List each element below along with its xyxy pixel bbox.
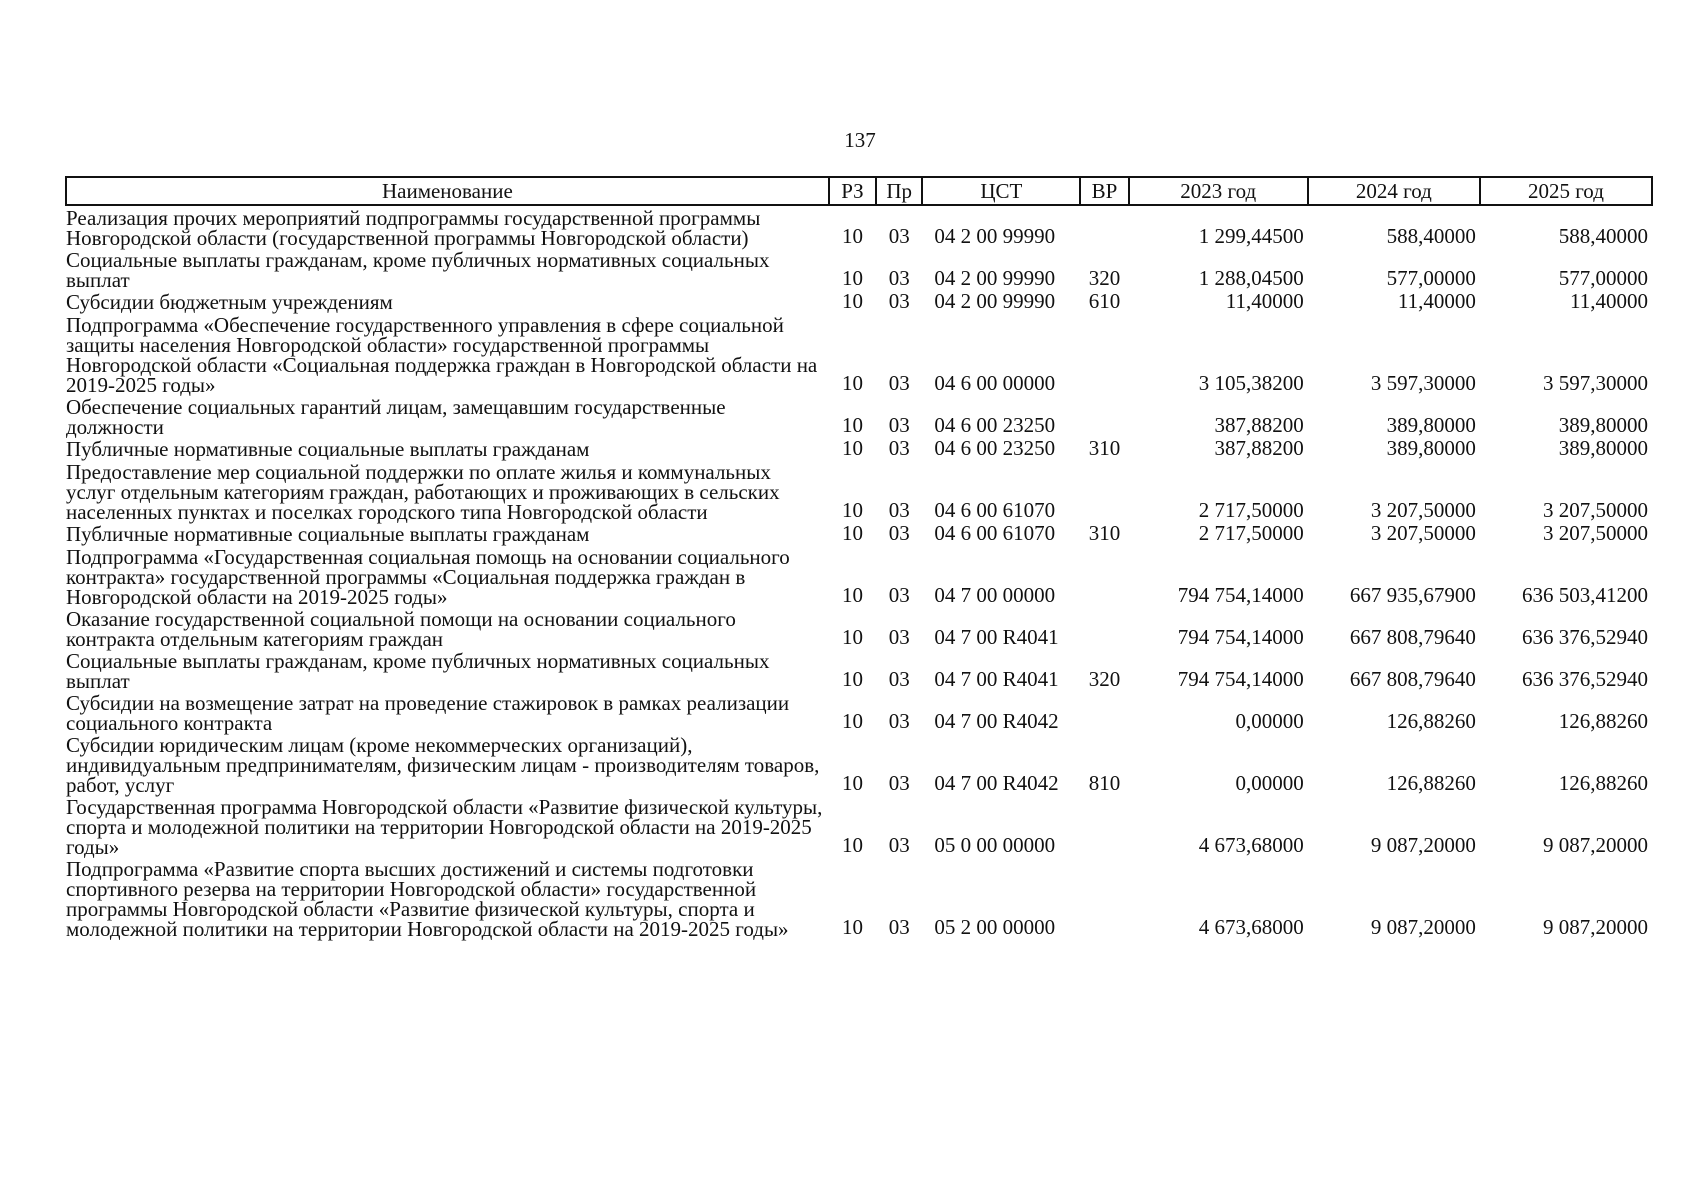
cell-2023: 4 673,68000 xyxy=(1198,915,1304,939)
cell-vr: 610 xyxy=(1088,289,1121,313)
cell-vr xyxy=(1080,607,1128,649)
cell-2025: 389,80000 xyxy=(1558,413,1648,437)
cell-2024: 9 087,20000 xyxy=(1370,915,1476,939)
cell-rz: 10 xyxy=(841,498,863,522)
cell-2024: 389,80000 xyxy=(1386,436,1476,460)
table-row xyxy=(66,313,1652,395)
cell-pr: 03 xyxy=(888,833,910,857)
cell-cst: 04 2 00 99990 xyxy=(934,289,1056,313)
cell-pr: 03 xyxy=(888,583,910,607)
cell-cst: 04 6 00 23250 xyxy=(934,413,1056,437)
cell-cst: 05 0 00 00000 xyxy=(934,833,1056,857)
cell-2025: 636 376,52940 xyxy=(1522,625,1648,649)
cell-name: Публичные нормативные социальные выплаты гражданам xyxy=(66,522,590,546)
cell-cst: 05 2 00 00000 xyxy=(934,915,1056,939)
table-row xyxy=(66,522,1652,545)
cell-name: Подпрограмма «Государственная социальная помощь на основании социального контракта» государственной программы «Социальная поддержка граждан в Новгородской области на 2019-2025 годы» xyxy=(66,545,790,609)
cell-pr: 03 xyxy=(888,371,910,395)
cell-2025: 3 207,50000 xyxy=(1543,521,1648,545)
cell-name: Субсидии на возмещение затрат на проведение стажировок в рамках реализации социального контракта xyxy=(66,691,790,735)
cell-2025: 9 087,20000 xyxy=(1543,833,1648,857)
cell-name: Подпрограмма «Обеспечение государственного управления в сфере социальной защиты населения Новгородской области» государственной программы Новгородской области «Социальная поддержка граждан в Новгородской области на 2019-2025 годы» xyxy=(66,313,818,397)
cell-2023: 2 717,50000 xyxy=(1198,521,1304,545)
cell-rz: 10 xyxy=(841,224,863,248)
cell-cst: 04 7 00 R4041 xyxy=(934,667,1059,691)
header-2025: 2025 год xyxy=(1480,177,1652,205)
cell-2025: 9 087,20000 xyxy=(1543,915,1648,939)
header-name: Наименование xyxy=(66,177,829,205)
cell-pr: 03 xyxy=(888,436,910,460)
table-row xyxy=(66,248,1652,290)
cell-2023: 0,00000 xyxy=(1235,771,1304,795)
cell-name: Подпрограмма «Развитие спорта высших достижений и системы подготовки спортивного резерва на территории Новгородской области» государственной программы Новгородской области «Развитие физической культуры, спорта и молодежной политики на территории Новгородской области на 2019-2025 годы» xyxy=(66,857,789,941)
cell-pr: 03 xyxy=(888,625,910,649)
table-body xyxy=(66,205,1652,939)
cell-2024: 667 935,67900 xyxy=(1349,583,1476,607)
cell-cst: 04 6 00 23250 xyxy=(934,436,1056,460)
cell-2024: 3 207,50000 xyxy=(1370,498,1476,522)
cell-2025: 389,80000 xyxy=(1558,436,1648,460)
cell-2024: 588,40000 xyxy=(1386,224,1476,248)
cell-vr xyxy=(1080,395,1128,437)
cell-2025: 11,40000 xyxy=(1570,289,1648,313)
header-cst: ЦСТ xyxy=(922,177,1080,205)
cell-rz: 10 xyxy=(841,413,863,437)
cell-name: Субсидии юридическим лицам (кроме некоммерческих организаций), индивидуальным предпринимателям, физическим лицам - производителям товаров, работ, услуг xyxy=(66,733,820,797)
cell-cst: 04 7 00 R4042 xyxy=(934,771,1059,795)
cell-cst: 04 6 00 00000 xyxy=(934,371,1056,395)
table-row xyxy=(66,290,1652,313)
cell-2023: 387,88200 xyxy=(1214,436,1304,460)
cell-2023: 2 717,50000 xyxy=(1198,498,1304,522)
cell-2023: 794 754,14000 xyxy=(1177,625,1304,649)
cell-name: Реализация прочих мероприятий подпрограммы государственной программы Новгородской области (государственной программы Новгородской области) xyxy=(66,206,761,250)
cell-cst: 04 6 00 61070 xyxy=(934,498,1056,522)
cell-vr xyxy=(1080,857,1128,939)
cell-pr: 03 xyxy=(888,667,910,691)
cell-pr: 03 xyxy=(888,266,910,290)
table-header-row xyxy=(66,177,1652,205)
cell-name: Предоставление мер социальной поддержки по оплате жилья и коммунальных услуг отдельным категориям граждан, работающих и проживающих в сельских населенных пунктах и поселках городского типа Новгородской области xyxy=(66,460,780,524)
cell-cst: 04 7 00 R4041 xyxy=(934,625,1059,649)
cell-pr: 03 xyxy=(888,521,910,545)
header-rz: РЗ xyxy=(829,177,876,205)
header-2024: 2024 год xyxy=(1308,177,1480,205)
cell-2025: 3 597,30000 xyxy=(1543,371,1648,395)
page-number: 137 xyxy=(844,128,876,152)
cell-2024: 667 808,79640 xyxy=(1349,625,1476,649)
cell-name: Оказание государственной социальной помощи на основании социального контракта отдельным категориям граждан xyxy=(66,607,736,651)
cell-vr xyxy=(1080,795,1128,857)
cell-2023: 0,00000 xyxy=(1235,709,1304,733)
cell-2023: 1 299,44500 xyxy=(1198,224,1304,248)
header-pr: Пр xyxy=(876,177,922,205)
table-row xyxy=(66,733,1652,795)
budget-table xyxy=(65,176,1653,939)
cell-vr: 810 xyxy=(1088,771,1121,795)
cell-cst: 04 2 00 99990 xyxy=(934,266,1056,290)
cell-pr: 03 xyxy=(888,289,910,313)
cell-cst: 04 6 00 61070 xyxy=(934,521,1056,545)
cell-2024: 9 087,20000 xyxy=(1370,833,1476,857)
table-row xyxy=(66,205,1652,248)
cell-rz: 10 xyxy=(841,371,863,395)
cell-2024: 389,80000 xyxy=(1386,413,1476,437)
cell-cst: 04 7 00 R4042 xyxy=(934,709,1059,733)
cell-2024: 3 207,50000 xyxy=(1370,521,1476,545)
cell-rz: 10 xyxy=(841,833,863,857)
cell-2025: 636 503,41200 xyxy=(1522,583,1648,607)
cell-pr: 03 xyxy=(888,709,910,733)
cell-name: Государственная программа Новгородской области «Развитие физической культуры, спорта и молодежной политики на территории Новгородской области на 2019-2025 годы» xyxy=(66,795,823,859)
cell-2023: 3 105,38200 xyxy=(1198,371,1304,395)
cell-2025: 577,00000 xyxy=(1558,266,1648,290)
cell-name: Субсидии бюджетным учреждениям xyxy=(66,290,393,314)
cell-vr xyxy=(1080,691,1128,733)
cell-2025: 3 207,50000 xyxy=(1543,498,1648,522)
cell-2024: 667 808,79640 xyxy=(1349,667,1476,691)
cell-2023: 1 288,04500 xyxy=(1198,266,1304,290)
cell-vr: 320 xyxy=(1088,667,1121,691)
cell-cst: 04 7 00 00000 xyxy=(934,583,1056,607)
cell-rz: 10 xyxy=(841,521,863,545)
cell-2023: 794 754,14000 xyxy=(1177,583,1304,607)
cell-rz: 10 xyxy=(841,771,863,795)
cell-pr: 03 xyxy=(888,915,910,939)
cell-name: Социальные выплаты гражданам, кроме публичных нормативных социальных выплат xyxy=(66,248,770,292)
cell-rz: 10 xyxy=(841,709,863,733)
table-row xyxy=(66,857,1652,939)
table-row xyxy=(66,607,1652,649)
cell-vr: 320 xyxy=(1088,266,1121,290)
cell-vr xyxy=(1080,460,1128,522)
table-row xyxy=(66,460,1652,522)
cell-rz: 10 xyxy=(841,625,863,649)
cell-vr: 310 xyxy=(1088,436,1121,460)
cell-rz: 10 xyxy=(841,583,863,607)
header-vr: ВР xyxy=(1080,177,1128,205)
table-row xyxy=(66,395,1652,437)
cell-pr: 03 xyxy=(888,224,910,248)
cell-pr: 03 xyxy=(888,498,910,522)
cell-rz: 10 xyxy=(841,289,863,313)
cell-pr: 03 xyxy=(888,771,910,795)
cell-pr: 03 xyxy=(888,413,910,437)
cell-name: Обеспечение социальных гарантий лицам, замещавшим государственные должности xyxy=(66,395,726,439)
table-row xyxy=(66,795,1652,857)
cell-vr xyxy=(1080,313,1128,395)
cell-rz: 10 xyxy=(841,266,863,290)
cell-2024: 3 597,30000 xyxy=(1370,371,1476,395)
cell-2023: 387,88200 xyxy=(1214,413,1304,437)
cell-vr xyxy=(1080,205,1128,248)
cell-rz: 10 xyxy=(841,667,863,691)
cell-2025: 636 376,52940 xyxy=(1522,667,1648,691)
cell-2023: 794 754,14000 xyxy=(1177,667,1304,691)
cell-vr xyxy=(1080,545,1128,607)
cell-2024: 126,88260 xyxy=(1386,771,1476,795)
cell-2025: 126,88260 xyxy=(1558,709,1648,733)
cell-2023: 4 673,68000 xyxy=(1198,833,1304,857)
cell-2025: 588,40000 xyxy=(1558,224,1648,248)
table-row xyxy=(66,437,1652,460)
cell-vr: 310 xyxy=(1088,521,1121,545)
cell-2025: 126,88260 xyxy=(1558,771,1648,795)
header-2023: 2023 год xyxy=(1129,177,1308,205)
cell-name: Публичные нормативные социальные выплаты гражданам xyxy=(66,437,590,461)
cell-2023: 11,40000 xyxy=(1225,289,1304,313)
table-row xyxy=(66,545,1652,607)
cell-2024: 577,00000 xyxy=(1386,266,1476,290)
cell-cst: 04 2 00 99990 xyxy=(934,224,1056,248)
cell-2024: 11,40000 xyxy=(1397,289,1476,313)
cell-rz: 10 xyxy=(841,915,863,939)
cell-name: Социальные выплаты гражданам, кроме публичных нормативных социальных выплат xyxy=(66,649,770,693)
table-row xyxy=(66,649,1652,691)
cell-2024: 126,88260 xyxy=(1386,709,1476,733)
table-row xyxy=(66,691,1652,733)
cell-rz: 10 xyxy=(841,436,863,460)
